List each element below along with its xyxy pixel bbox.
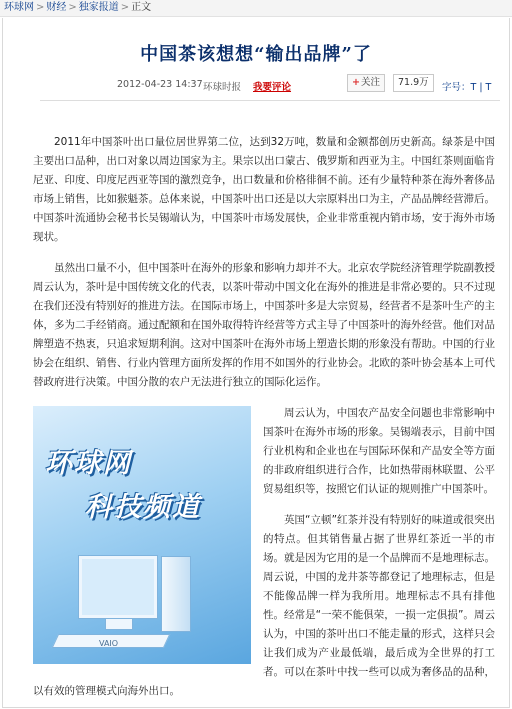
- article-body: [33, 133, 495, 701]
- article-title: 中国茶该想想“输出品牌”了: [140, 44, 372, 65]
- breadcrumb-home-link[interactable]: 环球网: [4, 2, 34, 13]
- publish-datetime: 2012-04-23 14:37: [117, 79, 203, 90]
- breadcrumb-finance-link[interactable]: 财经: [46, 2, 67, 13]
- paragraph: 英国“立顿”红茶并没有特别好的味道或很突出的特点。但其销售量占据了世界红茶近一半的市场。就是因为它用的是一个品牌而不是地理标志。周云说，中国的龙井茶等都登记了地理标志，但是不能像品牌一样为我所用。地理标志不具有排他性。经常是“一荣不能俱荣，一损一定俱损”。周云认为，中国的茶叶出口不能走量的形式，这样只会让我们成为产业最低端，最后成为全世界的打工者。可以在茶叶中找一些可以成为奢侈品的品种，以有效的管理模式向海外出口。: [33, 514, 495, 697]
- paragraph: 周云认为，中国农产品安全问题也非常影响中国茶叶在海外市场的形象。吴锡端表示，目前中国行业机构和企业也在与国际环保和产品安全等方面的非政府组织进行合作，比如热带雨林联盟、公平贸易组织等，按照它们认证的规则推广中国茶叶。: [263, 407, 495, 495]
- paragraph: 2011年中国茶叶出口量位居世界第二位，达到32万吨，数量和金额都创历史新高。绿茶是中国主要出口品种，出口对象以周边国家为主。果宗以出口蒙古、俄罗斯和西亚为主。中国红茶则面临肯尼亚、印度、印度尼西亚等国的激烈竞争，出口数量和价格徘徊不前。还有少量特种茶在海外奢侈品市场上销售，比如猴魁茶。总体来说，中国茶叶出口还是以大宗原料出口为主，产品品牌经营滞后。中国茶叶流通协会秘书长吴锡端认为，中国茶叶市场发展快，企业非常重视内销市场，安于海外市场现状。: [33, 136, 495, 243]
- divider: [40, 100, 500, 101]
- breadcrumb: [0, 0, 512, 17]
- comment-link[interactable]: 我要评论: [253, 82, 292, 93]
- breadcrumb-separator: >: [68, 2, 77, 13]
- brand-mark: VAIO: [99, 639, 119, 648]
- breadcrumb-separator: >: [120, 2, 130, 13]
- follow-count: 71.9万: [393, 74, 434, 92]
- breadcrumb-current: 正文: [131, 2, 152, 13]
- font-size-control[interactable]: 字号：T | T: [442, 82, 492, 93]
- tech-channel-banner[interactable]: [33, 406, 251, 664]
- breadcrumb-separator: >: [36, 2, 45, 13]
- breadcrumb-exclusive-link[interactable]: 独家报道: [78, 2, 119, 13]
- plus-icon: +: [352, 77, 360, 88]
- follow-button[interactable]: [347, 74, 385, 92]
- banner-title-line1: 环球网: [45, 448, 132, 479]
- banner-title-line2: 科技频道: [85, 492, 201, 523]
- article-meta: [0, 73, 512, 93]
- monitor-stand-illustration: [105, 618, 133, 630]
- article-source: 环球时报: [203, 82, 242, 93]
- paragraph: 虽然出口量不小，但中国茶叶在海外的形象和影响力却并不大。北京农学院经济管理学院副教授周云认为，茶叶是中国传统文化的代表，以茶叶带动中国文化在海外的推进是非常必要的。只不过现在我们还没有特别好的推进方法。在国际市场上，中国茶叶多是大宗贸易，经营者不是茶叶生产的主体，多为二手经销商。通过配额和在国外取得特许经营等方式主导了中国茶叶的海外经营。他们对品牌塑造不热衷，只追求短期利润。这对中国茶叶在海外市场上塑造长期的形象没有帮助。中国的行业协会在组织、销售、行业内管理方面所发挥的作用不如国外的行业协会。北欧的茶叶协会基本上可代替政府进行决策。中国分散的农户无法进行独立的国际化运作。: [33, 262, 495, 388]
- computer-tower-illustration: [161, 556, 191, 632]
- monitor-illustration: [79, 556, 157, 618]
- follow-label: 关注: [360, 77, 380, 88]
